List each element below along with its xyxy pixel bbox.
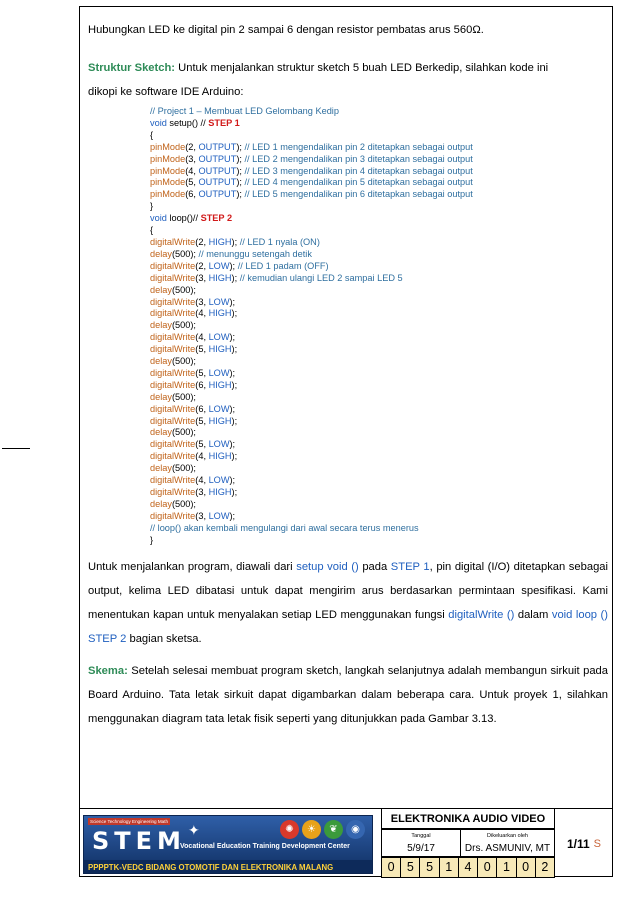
code-statement bbox=[150, 177, 608, 189]
code-arg: (500 bbox=[171, 284, 191, 295]
code-punct: ); bbox=[229, 510, 236, 521]
sketch-text-1: Untuk menjalankan struktur sketch 5 buah LED Berkedip, silahkan kode ini bbox=[175, 62, 549, 74]
code-sig: loop()// bbox=[166, 213, 201, 224]
code-comment: // LED 1 padam (OFF) bbox=[237, 260, 329, 271]
code-statement bbox=[150, 273, 608, 285]
code-comment: // loop() akan kembali mengulangi dari awal secara terus menerus bbox=[150, 522, 419, 533]
code-arg: (3 bbox=[195, 487, 204, 497]
code-punct: ); bbox=[236, 153, 242, 164]
code-keyword: LOW bbox=[208, 332, 230, 343]
code-arg: (6 bbox=[185, 189, 194, 200]
code-step-label: STEP 1 bbox=[208, 117, 240, 128]
code-brace-line bbox=[150, 130, 608, 142]
code-function: digitalWrite bbox=[150, 344, 196, 355]
code-digit: 0 bbox=[381, 857, 401, 878]
logo-subtitle: Vocational Education Training Development Center bbox=[180, 843, 350, 850]
code-statement bbox=[150, 499, 608, 511]
code-statement bbox=[150, 249, 608, 261]
code-arg: (500 bbox=[171, 463, 191, 474]
code-brace: { bbox=[150, 129, 154, 140]
code-statement bbox=[150, 154, 608, 166]
code-sep: , bbox=[203, 487, 209, 497]
margin-mark bbox=[2, 448, 30, 449]
code-brace: } bbox=[150, 534, 154, 545]
sketch-paragraph-2: dikopi ke software IDE Arduino: bbox=[88, 86, 244, 98]
issuer-label: Dikeluarkan oleh bbox=[487, 833, 528, 839]
code-sep: , bbox=[203, 451, 209, 462]
code-punct: ); bbox=[190, 320, 196, 331]
program-text-4: dalam bbox=[514, 608, 552, 621]
code-statement bbox=[150, 451, 608, 463]
code-listing bbox=[150, 106, 608, 547]
sun-icon: ☀ bbox=[302, 820, 321, 839]
code-function: delay bbox=[150, 356, 172, 367]
code-punct: ); bbox=[236, 177, 242, 188]
sketch-label: Struktur Sketch: bbox=[88, 62, 176, 74]
code-digit: 4 bbox=[459, 857, 478, 878]
code-keyword: void bbox=[150, 117, 167, 128]
code-digit: 1 bbox=[497, 857, 516, 878]
code-sep: , bbox=[203, 367, 209, 378]
sketch-paragraph bbox=[88, 56, 608, 80]
code-brace-line bbox=[150, 201, 608, 213]
code-function: delay bbox=[150, 248, 172, 259]
code-arg: (3 bbox=[195, 510, 204, 521]
code-punct: ); bbox=[231, 344, 238, 355]
globe-icon: ◉ bbox=[346, 820, 365, 839]
code-punct: ); bbox=[236, 141, 242, 152]
code-function: digitalWrite bbox=[150, 475, 196, 486]
step1-ref: STEP 1 bbox=[390, 560, 430, 573]
code-function: digitalWrite bbox=[150, 510, 196, 521]
code-punct: ); bbox=[231, 272, 238, 283]
code-statement bbox=[150, 380, 608, 392]
code-keyword: void bbox=[150, 213, 167, 224]
code-brace-line bbox=[150, 535, 608, 547]
code-comment: // LED 3 mengendalikan pin 4 ditetapkan sebagai output bbox=[244, 165, 473, 176]
code-statement bbox=[150, 320, 608, 332]
code-sep: , bbox=[203, 510, 209, 521]
code-arg: (500 bbox=[171, 427, 191, 438]
code-statement bbox=[150, 404, 608, 416]
page-count: 1/11 bbox=[566, 836, 590, 851]
code-statement bbox=[150, 332, 608, 344]
program-text-1: Untuk menjalankan program, diawali dari bbox=[88, 560, 297, 573]
code-function: delay bbox=[150, 498, 172, 509]
code-function: delay bbox=[150, 284, 172, 295]
code-keyword: HIGH bbox=[208, 451, 232, 462]
code-sep: , bbox=[203, 403, 209, 414]
code-statement bbox=[150, 475, 608, 487]
code-punct: ); bbox=[190, 463, 196, 474]
code-punct: ); bbox=[231, 487, 238, 497]
code-punct: ); bbox=[190, 498, 196, 509]
code-keyword: HIGH bbox=[208, 487, 232, 497]
loop-ref: void loop () STEP 2 bbox=[88, 608, 608, 645]
code-punct: ); bbox=[231, 451, 238, 462]
code-keyword: OUTPUT bbox=[198, 177, 237, 188]
code-statement bbox=[150, 392, 608, 404]
document-footer bbox=[79, 808, 613, 877]
code-statement bbox=[150, 237, 608, 249]
code-keyword: OUTPUT bbox=[198, 165, 237, 176]
code-statement bbox=[150, 166, 608, 178]
code-comment: // kemudian ulangi LED 2 sampai LED 5 bbox=[239, 272, 403, 283]
code-function: digitalWrite bbox=[150, 367, 196, 378]
code-punct: ); bbox=[236, 165, 242, 176]
code-statement bbox=[150, 344, 608, 356]
code-function: digitalWrite bbox=[150, 308, 196, 319]
logo-tagline: Science Technology Engineering Math bbox=[90, 819, 169, 824]
logo-wordmark: STEM bbox=[92, 827, 186, 855]
code-sep: , bbox=[203, 344, 209, 355]
skema-paragraph bbox=[88, 659, 608, 731]
code-punct: ); bbox=[236, 189, 242, 200]
code-arg: (4 bbox=[195, 475, 204, 486]
code-arg: (3 bbox=[195, 296, 204, 307]
code-comment: // LED 1 nyala (ON) bbox=[239, 236, 320, 247]
code-punct: ); bbox=[190, 356, 196, 367]
code-sep: , bbox=[193, 189, 199, 200]
code-function: delay bbox=[150, 463, 172, 474]
code-arg: (2 bbox=[195, 260, 204, 271]
code-sep: , bbox=[203, 260, 209, 271]
code-function: delay bbox=[150, 427, 172, 438]
code-arg: (5 bbox=[185, 177, 194, 188]
page-suffix: S bbox=[593, 837, 602, 850]
code-statement bbox=[150, 356, 608, 368]
code-punct: ); bbox=[190, 248, 196, 259]
code-comment: // LED 4 mengendalikan pin 5 ditetapkan sebagai output bbox=[244, 177, 473, 188]
logo-institution: PPPPTK-VEDC BIDANG OTOMOTIF DAN ELEKTRONIKA MALANG bbox=[84, 860, 372, 874]
code-title-comment bbox=[150, 106, 608, 118]
code-sep: , bbox=[203, 272, 209, 283]
program-text-2: pada bbox=[358, 560, 391, 573]
code-sep: , bbox=[203, 415, 209, 426]
code-function: digitalWrite bbox=[150, 296, 196, 307]
code-function: pinMode bbox=[150, 177, 186, 188]
code-keyword: OUTPUT bbox=[198, 153, 237, 164]
code-digit: 5 bbox=[420, 857, 439, 878]
code-digit: 1 bbox=[440, 857, 459, 878]
code-function: pinMode bbox=[150, 189, 186, 200]
code-function: digitalWrite bbox=[150, 439, 196, 450]
code-function: digitalWrite bbox=[150, 379, 196, 390]
program-text-3: , pin digital (I/O) ditetapkan sebagai output, kelima LED dibatasi untuk dapat mengirim arus berdasarkan permintaan spesifikasi. Kami menentukan kapan untuk menyalakan setiap LED menggunakan fungsi bbox=[88, 560, 609, 621]
code-arg: (500 bbox=[171, 391, 191, 402]
code-punct: ); bbox=[231, 308, 238, 319]
code-arg: (6 bbox=[195, 379, 204, 390]
code-function: delay bbox=[150, 320, 172, 331]
code-arg: (500 bbox=[171, 356, 191, 367]
code-keyword: LOW bbox=[208, 439, 230, 450]
code-brace-line bbox=[150, 225, 608, 237]
code-comment: // Project 1 – Membuat LED Gelombang Kedip bbox=[150, 106, 339, 116]
code-arg: (3 bbox=[195, 272, 204, 283]
code-function: pinMode bbox=[150, 165, 186, 176]
skema-label: Skema: bbox=[88, 664, 128, 677]
code-punct: ); bbox=[229, 403, 236, 414]
code-arg: (4 bbox=[195, 308, 204, 319]
star-icon: ✦ bbox=[188, 822, 200, 838]
code-function: digitalWrite bbox=[150, 451, 196, 462]
intro-paragraph: Hubungkan LED ke digital pin 2 sampai 6 dengan resistor pembatas arus 560Ω. bbox=[88, 24, 484, 36]
code-arg: (4 bbox=[195, 451, 204, 462]
program-text-5: bagian sketsa. bbox=[126, 632, 202, 645]
code-keyword: LOW bbox=[208, 260, 230, 271]
code-statement bbox=[150, 416, 608, 428]
code-statement bbox=[150, 487, 608, 499]
code-keyword: HIGH bbox=[208, 236, 232, 247]
code-comment: // LED 2 mengendalikan pin 3 ditetapkan sebagai output bbox=[244, 153, 473, 164]
code-step-label: STEP 2 bbox=[200, 213, 233, 224]
code-keyword: HIGH bbox=[208, 308, 232, 319]
code-punct: ); bbox=[229, 260, 236, 271]
code-arg: (500 bbox=[171, 498, 191, 509]
leaf-icon: ❦ bbox=[324, 820, 343, 839]
code-arg: (6 bbox=[195, 403, 204, 414]
code-sep: , bbox=[203, 379, 209, 390]
digitalwrite-ref: digitalWrite () bbox=[448, 608, 515, 621]
code-keyword: LOW bbox=[208, 475, 230, 486]
code-function: digitalWrite bbox=[150, 236, 196, 247]
code-punct: ); bbox=[231, 379, 238, 390]
code-statement bbox=[150, 463, 608, 475]
code-arg: (4 bbox=[185, 165, 194, 176]
document-body bbox=[88, 18, 608, 731]
footer-title: ELEKTRONIKA AUDIO VIDEO bbox=[381, 809, 555, 829]
code-statement bbox=[150, 189, 608, 201]
code-keyword: LOW bbox=[208, 367, 230, 378]
code-function: pinMode bbox=[150, 153, 186, 164]
code-function: digitalWrite bbox=[150, 403, 196, 414]
code-keyword: HIGH bbox=[208, 379, 232, 390]
code-punct: ); bbox=[229, 367, 236, 378]
code-keyword: LOW bbox=[208, 403, 230, 414]
code-sep: , bbox=[203, 475, 209, 486]
code-function: digitalWrite bbox=[150, 415, 196, 426]
code-function: digitalWrite bbox=[150, 272, 196, 283]
code-arg: (2 bbox=[195, 236, 204, 247]
document-code-digits bbox=[381, 857, 555, 878]
code-function: delay bbox=[150, 391, 172, 402]
code-punct: ); bbox=[190, 427, 196, 438]
code-punct: ); bbox=[190, 284, 196, 295]
code-arg: (500 bbox=[171, 320, 191, 331]
code-statement bbox=[150, 297, 608, 309]
gear-icon: ✺ bbox=[280, 820, 299, 839]
code-sep: , bbox=[193, 165, 199, 176]
code-statement bbox=[150, 368, 608, 380]
code-statement bbox=[150, 511, 608, 523]
code-function: digitalWrite bbox=[150, 487, 196, 497]
code-punct: ); bbox=[231, 236, 238, 247]
page-number bbox=[555, 809, 613, 878]
code-punct: ); bbox=[229, 332, 236, 343]
skema-text: Setelah selesai membuat program sketch, langkah selanjutnya adalah membangun sirkuit pada Board Arduino. Tata letak sirkuit dapat digambarkan dalam beberapa cara. Untuk proyek 1, silahkan menggunakan diagram tata letak fisik seperti yang ditunjukkan pada Gambar 3.13. bbox=[88, 664, 608, 725]
code-arg: (5 bbox=[195, 415, 204, 426]
code-arg: (3 bbox=[185, 153, 194, 164]
code-sep: , bbox=[193, 177, 199, 188]
code-comment: // LED 1 mengendalikan pin 2 ditetapkan sebagai output bbox=[244, 141, 473, 152]
setup-ref: setup void () bbox=[296, 560, 359, 573]
code-sep: , bbox=[203, 236, 209, 247]
code-keyword: HIGH bbox=[208, 272, 232, 283]
code-statement bbox=[150, 427, 608, 439]
code-keyword: OUTPUT bbox=[198, 189, 237, 200]
code-comment: // LED 5 mengendalikan pin 6 ditetapkan sebagai output bbox=[244, 189, 473, 200]
code-digit: 5 bbox=[401, 857, 420, 878]
code-punct: ); bbox=[229, 296, 236, 307]
code-arg: (5 bbox=[195, 344, 204, 355]
code-statement bbox=[150, 142, 608, 154]
code-statement bbox=[150, 285, 608, 297]
code-digit: 2 bbox=[536, 857, 555, 878]
code-arg: (500 bbox=[171, 248, 191, 259]
code-sep: , bbox=[193, 141, 199, 152]
code-sig: setup() // bbox=[166, 117, 209, 128]
program-paragraph bbox=[88, 555, 608, 651]
code-statement bbox=[150, 439, 608, 451]
stem-logo bbox=[83, 815, 373, 874]
code-keyword: OUTPUT bbox=[198, 141, 237, 152]
code-keyword: LOW bbox=[208, 296, 230, 307]
code-arg: (5 bbox=[195, 367, 204, 378]
code-punct: ); bbox=[229, 439, 236, 450]
code-sep: , bbox=[203, 308, 209, 319]
code-comment: // menunggu setengah detik bbox=[198, 248, 312, 259]
code-digit: 0 bbox=[478, 857, 497, 878]
date-box bbox=[381, 829, 461, 857]
code-sep: , bbox=[203, 332, 209, 343]
loop-signature bbox=[150, 213, 608, 225]
date-value: 5/9/17 bbox=[407, 843, 435, 854]
code-arg: (5 bbox=[195, 439, 204, 450]
issuer-box bbox=[460, 829, 555, 857]
code-brace: } bbox=[150, 201, 154, 212]
loop-end-comment bbox=[150, 523, 608, 535]
logo-emblems bbox=[280, 820, 365, 839]
code-sep: , bbox=[203, 439, 209, 450]
date-label: Tanggal bbox=[411, 833, 431, 839]
code-brace: { bbox=[150, 225, 154, 236]
code-keyword: LOW bbox=[208, 510, 230, 521]
code-digit: 0 bbox=[517, 857, 536, 878]
code-function: digitalWrite bbox=[150, 260, 196, 271]
code-punct: ); bbox=[190, 391, 196, 402]
code-punct: ); bbox=[231, 415, 238, 426]
code-function: pinMode bbox=[150, 141, 186, 152]
code-sep: , bbox=[193, 153, 199, 164]
code-keyword: HIGH bbox=[208, 344, 232, 355]
code-arg: (4 bbox=[195, 332, 204, 343]
code-keyword: HIGH bbox=[208, 415, 232, 426]
setup-signature bbox=[150, 118, 608, 130]
issuer-value: Drs. ASMUNIV, MT bbox=[464, 843, 551, 854]
code-statement bbox=[150, 308, 608, 320]
code-sep: , bbox=[203, 296, 209, 307]
code-punct: ); bbox=[229, 475, 236, 486]
code-arg: (2 bbox=[185, 141, 194, 152]
code-function: digitalWrite bbox=[150, 332, 196, 343]
code-statement bbox=[150, 261, 608, 273]
